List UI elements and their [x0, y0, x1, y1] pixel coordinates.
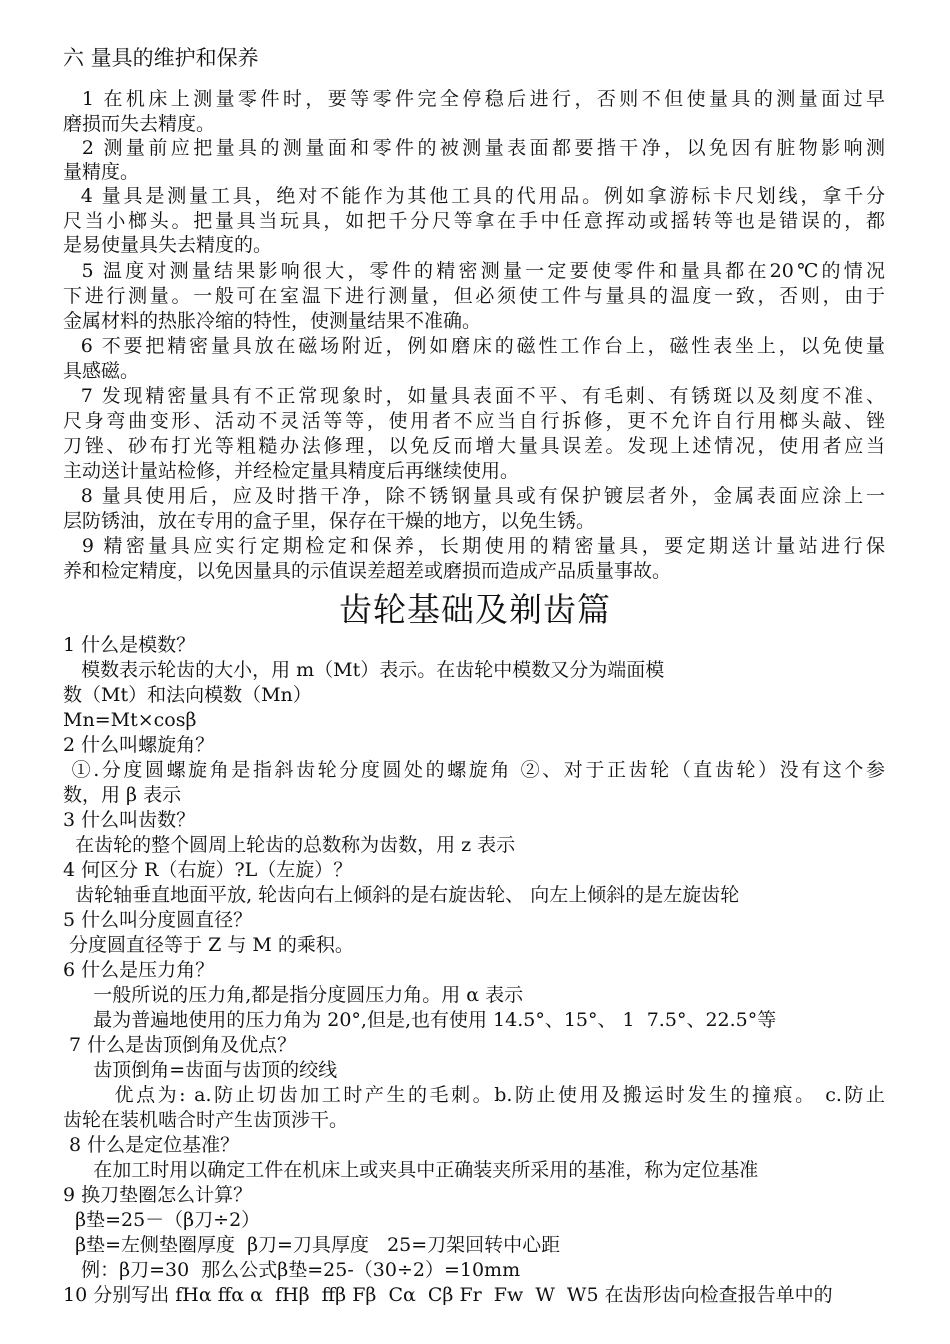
- answer-line: 齿轮在装机啮合时产生齿顶涉干。: [63, 1109, 349, 1131]
- formula-line: β垫=左侧垫圈厚度 β刀=刀具厚度 25=刀架回转中心距: [63, 1234, 561, 1256]
- paragraph-line: 层防锈油，放在专用的盒子里，保存在干燥的地方，以免生锈。: [63, 510, 596, 532]
- paragraph-line: 磨损而失去精度。: [63, 113, 216, 135]
- answer-line: 在加工时用以确定工件在机床上或夹具中正确装夹所采用的基准，称为定位基准: [63, 1159, 759, 1181]
- question-line: 8 什么是定位基准？: [63, 1134, 240, 1156]
- paragraph-line: 养和检定精度，以免因量具的示值误差超差或磨损而造成产品质量事故。: [63, 560, 672, 582]
- answer-line: 在齿轮的整个圆周上轮齿的总数称为齿数，用 z 表示: [63, 834, 516, 856]
- paragraph-line: 尺当小榔头。把量具当玩具，如把千分尺等拿在手中任意挥动或摇转等也是错误的，都: [63, 210, 885, 232]
- question-line: 1 什么是模数？: [63, 634, 196, 656]
- question-line: 7 什么是齿顶倒角及优点？: [63, 1034, 297, 1056]
- chapter-title: 齿轮基础及剃齿篇: [339, 590, 611, 629]
- paragraph-line: 1 在机床上测量零件时，要等零件完全停稳后进行，否则不但使量具的测量面过早: [63, 88, 885, 110]
- paragraph-line: 8 量具使用后，应及时揩干净，除不锈钢量具或有保护镀层者外，金属表面应涂上一: [63, 485, 885, 507]
- paragraph-line: 量精度。: [63, 161, 140, 183]
- paragraph-line: 尺身弯曲变形、活动不灵活等等，使用者不应当自行拆修，更不允许自行用榔头敲、锉: [63, 410, 885, 432]
- formula-line: β垫=25－（β刀÷2）: [63, 1209, 261, 1231]
- question-line: 4 何区分 R（右旋）?L（左旋）？: [63, 859, 353, 881]
- section-heading: 六 量具的维护和保养: [63, 46, 259, 70]
- question-line: 9 换刀垫圈怎么计算？: [63, 1184, 253, 1206]
- answer-line: 分度圆直径等于 Z 与 M 的乘积。: [63, 934, 354, 956]
- paragraph-line: 是易使量具失去精度的。: [63, 234, 273, 256]
- answer-line: 数（Mt）和法向模数（Mn）: [63, 684, 312, 706]
- answer-line: 齿轮轴垂直地面平放, 轮齿向右上倾斜的是右旋齿轮、 向左上倾斜的是左旋齿轮: [63, 884, 740, 906]
- question-line: 10 分别写出 fHα ffα α fHβ ffβ Fβ Cα Cβ Fr Fw W W5 在齿形齿向检查报告单中的: [63, 1284, 833, 1306]
- paragraph-line: 6 不要把精密量具放在磁场附近，例如磨床的磁性工作台上，磁性表坐上，以免使量: [63, 335, 885, 357]
- answer-line: 一般所说的压力角,都是指分度圆压力角。用 α 表示: [63, 984, 524, 1006]
- formula-line: Mn=Mt×cosβ: [63, 709, 197, 731]
- paragraph-line: 4 量具是测量工具，绝对不能作为其他工具的代用品。例如拿游标卡尺划线，拿千分: [63, 185, 885, 207]
- formula-line: 例：β刀=30 那么公式β垫=25-（30÷2）=10mm: [63, 1259, 521, 1281]
- paragraph-line: 7 发现精密量具有不正常现象时，如量具表面不平、有毛刺、有锈斑以及刻度不准、: [63, 385, 885, 407]
- answer-line: 数，用 β 表示: [63, 784, 182, 806]
- answer-line: 优点为: a.防止切齿加工时产生的毛刺。b.防止使用及搬运时发生的撞痕。 c.防止: [63, 1084, 885, 1106]
- paragraph-line: 具感磁。: [63, 360, 140, 382]
- paragraph-line: 2 测量前应把量具的测量面和零件的被测量表面都要揩干净，以免因有脏物影响测: [63, 137, 885, 159]
- question-line: 6 什么是压力角？: [63, 959, 215, 981]
- answer-line: 最为普遍地使用的压力角为 20°,但是,也有使用 14.5°、15°、 1 7.5°、22.5°等: [63, 1009, 777, 1031]
- answer-line: 模数表示轮齿的大小，用 m（Mt）表示。在齿轮中模数又分为端面模: [63, 659, 665, 681]
- question-line: 5 什么叫分度圆直径？: [63, 909, 253, 931]
- paragraph-line: 5 温度对测量结果影响很大，零件的精密测量一定要使零件和量具都在20℃的情况: [63, 260, 885, 282]
- question-line: 2 什么叫螺旋角？: [63, 734, 215, 756]
- paragraph-line: 9 精密量具应实行定期检定和保养，长期使用的精密量具，要定期送计量站进行保: [63, 535, 885, 557]
- paragraph-line: 下进行测量。一般可在室温下进行测量，但必须使工件与量具的温度一致，否则，由于: [63, 285, 885, 307]
- answer-line: ①.分度圆螺旋角是指斜齿轮分度圆处的螺旋角 ②、对于正齿轮（直齿轮）没有这个参: [63, 759, 885, 781]
- paragraph-line: 刀锉、砂布打光等粗糙办法修理，以免反而增大量具误差。发现上述情况，使用者应当: [63, 435, 885, 457]
- paragraph-line: 主动送计量站检修，并经检定量具精度后再继续使用。: [63, 460, 520, 482]
- answer-line: 齿顶倒角=齿面与齿顶的绞线: [63, 1059, 338, 1081]
- paragraph-line: 金属材料的热胀冷缩的特性，使测量结果不准确。: [63, 310, 482, 332]
- question-line: 3 什么叫齿数？: [63, 809, 196, 831]
